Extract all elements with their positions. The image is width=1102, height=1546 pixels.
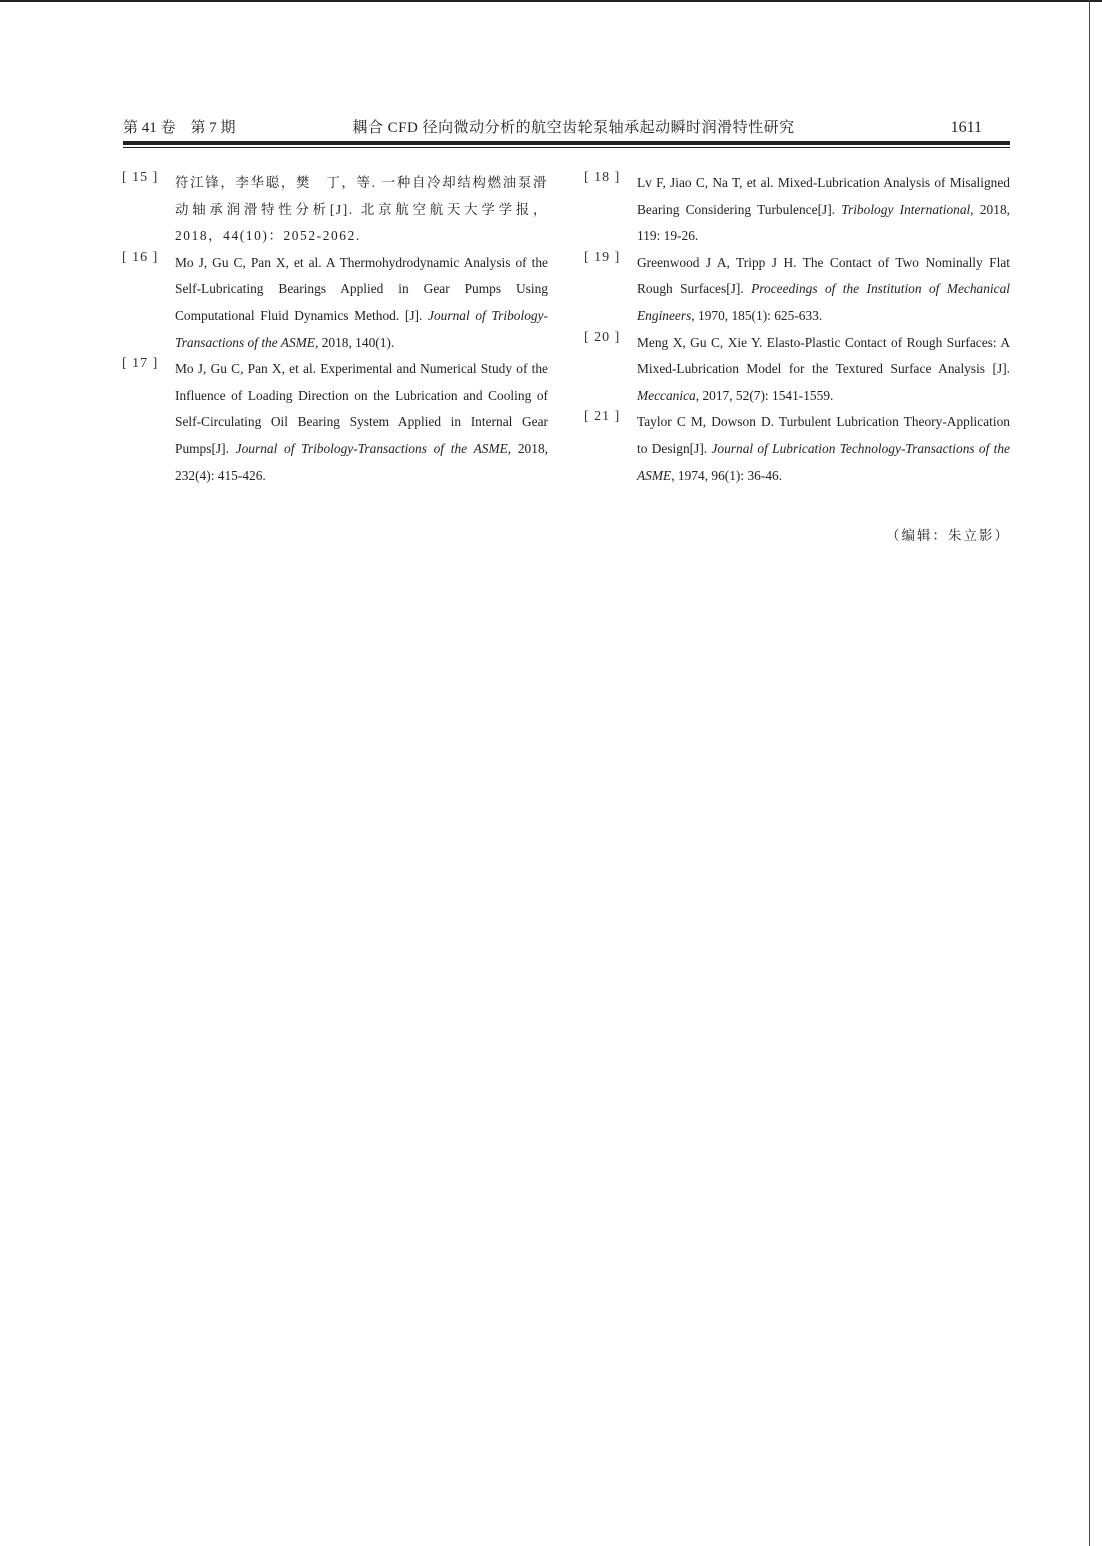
reference-tail: , 2017, 52(7): 1541-1559. xyxy=(695,387,834,403)
reference-text xyxy=(175,356,548,489)
reference-body: 符江锋，李华聪，樊 丁，等. 一种自冷却结构燃油泵滑动轴承润滑特性分析[J]. 北京航空航天大学学报，2018，44(10)：2052-2062. xyxy=(175,175,548,244)
header-rule-thick xyxy=(123,141,1010,145)
editor-note: （编辑：朱立影） xyxy=(886,528,1010,544)
reference-tail: , 2018, 140(1). xyxy=(315,334,395,350)
reference-journal: Journal of Tribology-Transactions of the ASME xyxy=(175,307,548,350)
reference-text xyxy=(175,170,548,250)
page-number: 1611 xyxy=(950,119,982,136)
reference-number: [ 18 ] xyxy=(584,170,621,185)
reference-17 xyxy=(122,356,548,489)
reference-journal: Proceedings of the Institution of Mechanical Engineers xyxy=(637,281,1011,323)
reference-text xyxy=(637,250,1010,330)
header-rule-thin xyxy=(123,147,1010,148)
reference-number: [ 20 ] xyxy=(584,329,621,345)
reference-21 xyxy=(584,409,1010,489)
reference-number: [ 19 ] xyxy=(584,249,621,265)
reference-tail: , 2018, 119: 19-26. xyxy=(637,201,1010,244)
reference-text xyxy=(637,409,1010,489)
reference-body: Greenwood J A, Tripp J H. The Contact of Two Nominally Flat Rough Surfaces[J]. xyxy=(637,254,1010,297)
references-left-column xyxy=(122,170,548,489)
reference-text xyxy=(637,170,1010,250)
reference-15 xyxy=(122,170,548,250)
reference-body: Meng X, Gu C, Xie Y. Elasto-Plastic Contact of Rough Surfaces: A Mixed-Lubrication Model for the Textured Surface Analysis [J]. xyxy=(637,334,1010,377)
reference-journal: Journal of Tribology-Transactions of the ASME xyxy=(235,440,508,456)
reference-16 xyxy=(122,250,548,356)
reference-19 xyxy=(584,250,1010,330)
page-top-edge xyxy=(0,0,1102,2)
running-header xyxy=(123,118,1010,140)
reference-body: Taylor C M, Dowson D. Turbulent Lubrication Theory-Application to Design[J]. xyxy=(637,414,1010,456)
reference-20 xyxy=(584,330,1010,410)
reference-text xyxy=(175,250,548,356)
reference-number: [ 17 ] xyxy=(122,356,159,372)
reference-18 xyxy=(584,170,1010,250)
reference-tail: , 1970, 185(1): 625-633. xyxy=(691,307,823,323)
reference-tail: , 1974, 96(1): 36-46. xyxy=(671,467,783,483)
references-right-column xyxy=(584,170,1010,489)
reference-journal: Meccanica xyxy=(637,387,696,403)
reference-tail: , 2018, 232(4): 415-426. xyxy=(175,440,548,483)
reference-text xyxy=(637,330,1010,410)
reference-journal: Tribology International xyxy=(841,201,971,217)
reference-number: [ 21 ] xyxy=(584,409,621,425)
reference-body: Lv F, Jiao C, Na T, et al. Mixed-Lubrication Analysis of Misaligned Bearing Considering Turbulence[J]. xyxy=(637,175,1010,217)
reference-body: Mo J, Gu C, Pan X, et al. A Thermohydrodynamic Analysis of the Self-Lubricating Bearings Applied in Gear Pumps Using Computational Fluid Dynamics Method. [J]. xyxy=(175,254,548,323)
reference-journal: Journal of Lubrication Technology-Transactions of the ASME xyxy=(637,440,1010,483)
volume-issue: 第 41 卷 第 7 期 xyxy=(123,120,236,136)
reference-number: [ 16 ] xyxy=(122,249,159,265)
page-right-edge xyxy=(1089,0,1090,1546)
reference-body: Mo J, Gu C, Pan X, et al. Experimental and Numerical Study of the Influence of Loading Direction on the Lubrication and Cooling of Self-Circulating Oil Bearing System Applied in Internal Gear Pumps[J]. xyxy=(175,361,548,456)
running-title: 耦合 CFD 径向微动分析的航空齿轮泵轴承起动瞬时润滑特性研究 xyxy=(352,120,795,136)
reference-number: [ 15 ] xyxy=(122,170,159,185)
